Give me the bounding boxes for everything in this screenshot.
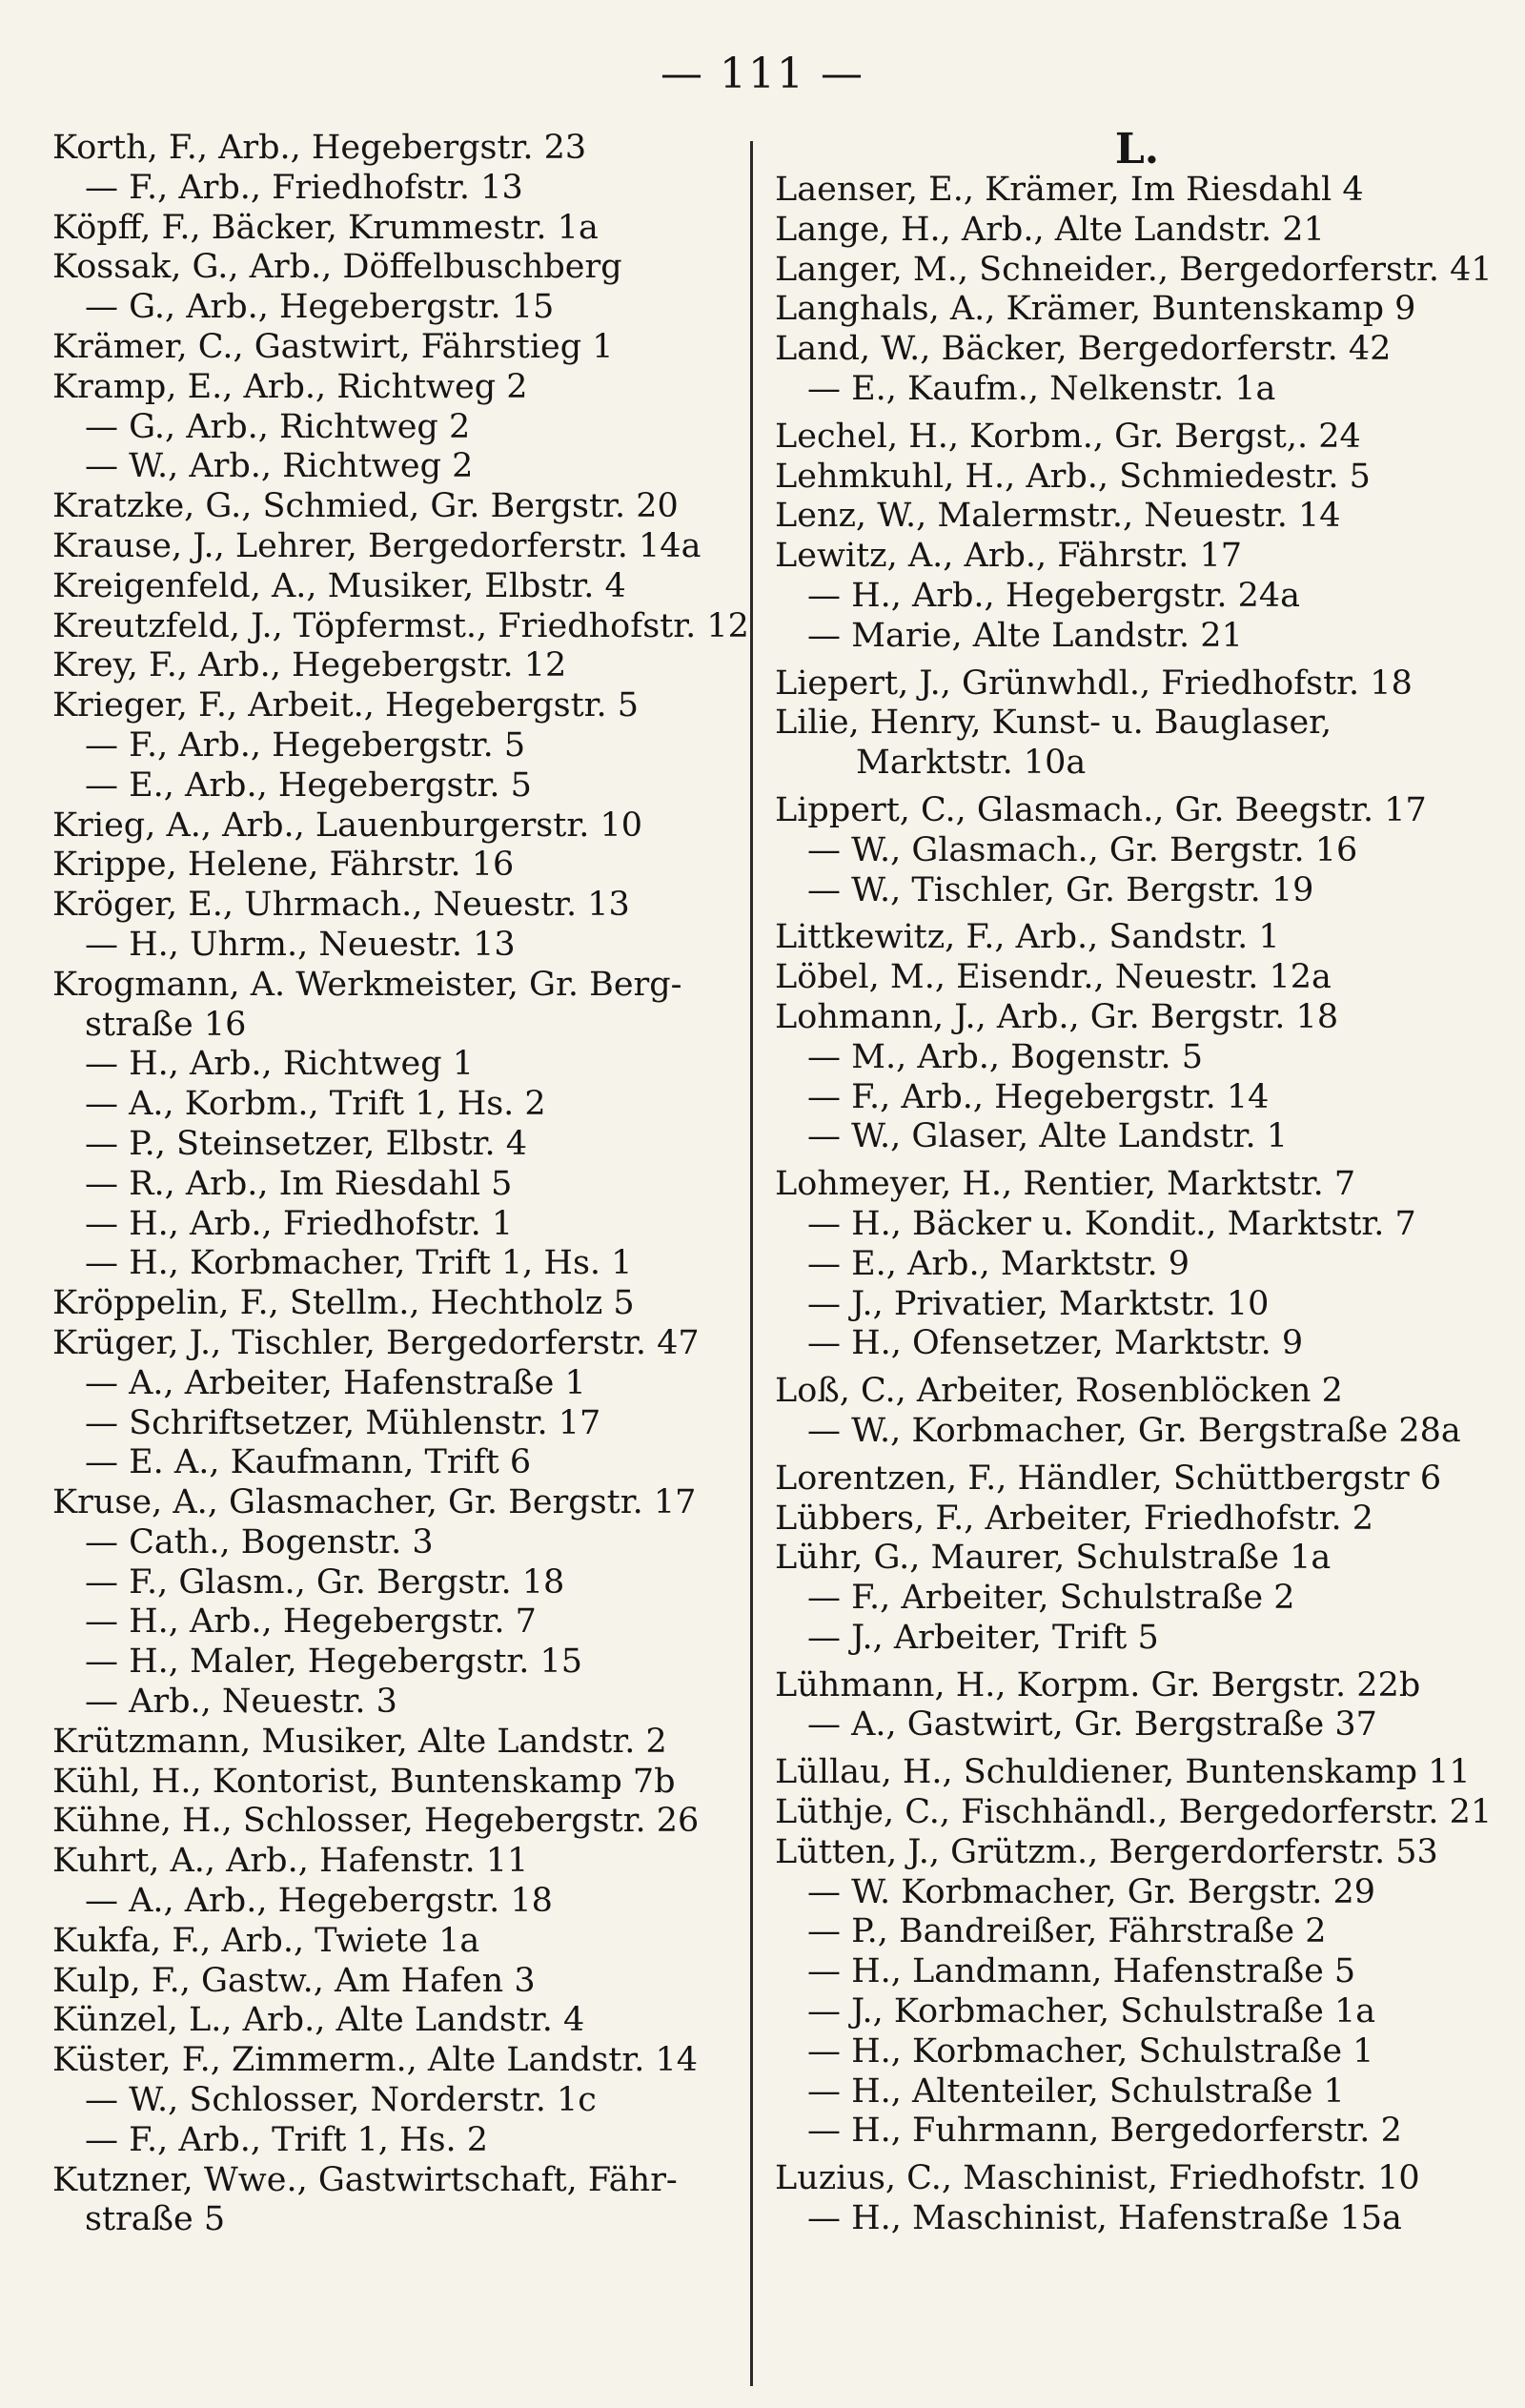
directory-entry: Luzius, C., Maschinist, Friedhofstr. 10: [775, 2159, 1420, 2198]
directory-entry: Krause, J., Lehrer, Bergedorferstr. 14a: [52, 526, 702, 565]
directory-entry: — A., Gastwirt, Gr. Bergstraße 37: [807, 1705, 1377, 1745]
directory-entry: — R., Arb., Im Riesdahl 5: [85, 1164, 513, 1203]
directory-entry: Krippe, Helene, Fährstr. 16: [52, 846, 515, 885]
directory-entry: — W., Tischler, Gr. Bergstr. 19: [807, 870, 1314, 909]
directory-entry: straße 16: [85, 1005, 247, 1044]
directory-entry: — P., Bandreißer, Fährstraße 2: [807, 1912, 1327, 1951]
directory-entry: — H., Altenteiler, Schulstraße 1: [807, 2071, 1345, 2111]
directory-entry: — Arb., Neuestr. 3: [85, 1683, 397, 1722]
directory-entry: Küster, F., Zimmerm., Alte Landstr. 14: [52, 2041, 699, 2080]
directory-entry: — F., Arb., Friedhofstr. 13: [85, 168, 523, 207]
directory-entry: Land, W., Bäcker, Bergedorferstr. 42: [775, 330, 1392, 369]
directory-entry: — E., Kaufm., Nelkenstr. 1a: [807, 369, 1276, 408]
directory-entry: Marktstr. 10a: [856, 744, 1087, 783]
directory-entry: — M., Arb., Bogenstr. 5: [807, 1037, 1204, 1076]
directory-entry: — W., Glaser, Alte Landstr. 1: [807, 1117, 1289, 1156]
directory-entry: Liepert, J., Grünwhdl., Friedhofstr. 18: [775, 663, 1413, 703]
directory-entry: — W., Korbmacher, Gr. Bergstraße 28a: [807, 1411, 1461, 1450]
directory-entry: Lewitz, A., Arb., Fährstr. 17: [775, 537, 1243, 576]
directory-entry: straße 5: [85, 2200, 226, 2239]
directory-entry: Kühne, H., Schlosser, Hegebergstr. 26: [52, 1802, 700, 1841]
directory-entry: Krämer, C., Gastwirt, Fährstieg 1: [52, 327, 614, 366]
directory-entry: Lohmann, J., Arb., Gr. Bergstr. 18: [775, 997, 1339, 1036]
directory-entry: Lühmann, H., Korpm. Gr. Bergstr. 22b: [775, 1665, 1421, 1704]
directory-entry: Kratzke, G., Schmied, Gr. Bergstr. 20: [52, 487, 679, 526]
directory-entry: Kramp, E., Arb., Richtweg 2: [52, 367, 528, 406]
directory-entry: — F., Arb., Hegebergstr. 14: [807, 1077, 1270, 1116]
directory-entry: Kuhrt, A., Arb., Hafenstr. 11: [52, 1842, 529, 1881]
directory-entry: — Marie, Alte Landstr. 21: [807, 616, 1243, 655]
directory-entry: — W., Arb., Richtweg 2: [85, 447, 474, 486]
directory-entry: Kröger, E., Uhrmach., Neuestr. 13: [52, 886, 630, 925]
directory-entry: — H., Arb., Hegebergstr. 24a: [807, 576, 1300, 615]
directory-entry: — H., Arb., Hegebergstr. 7: [85, 1602, 537, 1642]
directory-entry: Lorentzen, F., Händler, Schüttbergstr 6: [775, 1459, 1442, 1498]
directory-entry: Köpff, F., Bäcker, Krummestr. 1a: [52, 208, 599, 247]
directory-entry: — G., Arb., Richtweg 2: [85, 407, 471, 446]
directory-entry: — H., Arb., Friedhofstr. 1: [85, 1204, 514, 1243]
directory-entry: — H., Korbmacher, Trift 1, Hs. 1: [85, 1244, 633, 1283]
directory-entry: Littkewitz, F., Arb., Sandstr. 1: [775, 918, 1280, 957]
directory-entry: Kühl, H., Kontorist, Buntenskamp 7b: [52, 1762, 676, 1801]
directory-entry: — H., Landmann, Hafenstraße 5: [807, 1952, 1356, 1991]
right-column: [775, 125, 1499, 2239]
directory-entry: Kreigenfeld, A., Musiker, Elbstr. 4: [52, 566, 626, 605]
directory-entry: — Cath., Bogenstr. 3: [85, 1522, 434, 1561]
directory-entry: Lange, H., Arb., Alte Landstr. 21: [775, 210, 1325, 249]
directory-entry: Krieg, A., Arb., Lauenburgerstr. 10: [52, 806, 643, 845]
directory-entry: Lehmkuhl, H., Arb., Schmiedestr. 5: [775, 457, 1371, 496]
directory-entry: — H., Fuhrmann, Bergedorferstr. 2: [807, 2112, 1402, 2151]
directory-entry: Kukfa, F., Arb., Twiete 1a: [52, 1921, 480, 1960]
directory-entry: — G., Arb., Hegebergstr. 15: [85, 288, 555, 327]
directory-entry: — F., Arbeiter, Schulstraße 2: [807, 1579, 1295, 1618]
directory-entry: — H., Bäcker u. Kondit., Marktstr. 7: [807, 1204, 1416, 1243]
directory-entry: Lippert, C., Glasmach., Gr. Beegstr. 17: [775, 790, 1427, 829]
directory-entry: — H., Uhrm., Neuestr. 13: [85, 925, 516, 964]
directory-entry: — E., Arb., Marktstr. 9: [807, 1244, 1190, 1283]
page-number: — 111 —: [661, 50, 864, 98]
directory-entry: Langhals, A., Krämer, Buntenskamp 9: [775, 290, 1416, 329]
directory-entry: — H., Arb., Richtweg 1: [85, 1045, 475, 1084]
directory-entry: — A., Arbeiter, Hafenstraße 1: [85, 1363, 586, 1402]
directory-entry: Lühr, G., Maurer, Schulstraße 1a: [775, 1539, 1332, 1578]
directory-entry: — H., Ofensetzer, Marktstr. 9: [807, 1324, 1304, 1363]
directory-entry: Kruse, A., Glasmacher, Gr. Bergstr. 17: [52, 1483, 697, 1522]
directory-entry: — Schriftsetzer, Mühlenstr. 17: [85, 1403, 601, 1442]
directory-entry: — A., Korbm., Trift 1, Hs. 2: [85, 1085, 546, 1124]
directory-entry: Lüthje, C., Fischhändl., Bergedorferstr. 21: [775, 1793, 1493, 1832]
section-letter: L.: [1114, 125, 1160, 173]
directory-entry: Loß, C., Arbeiter, Rosenblöcken 2: [775, 1372, 1343, 1411]
directory-entry: Krieger, F., Arbeit., Hegebergstr. 5: [52, 686, 640, 725]
directory-entry: — P., Steinsetzer, Elbstr. 4: [85, 1124, 528, 1163]
directory-entry: Lechel, H., Korbm., Gr. Bergst,. 24: [775, 417, 1361, 456]
directory-entry: Krüger, J., Tischler, Bergedorferstr. 47: [52, 1323, 700, 1362]
directory-entry: Löbel, M., Eisendr., Neuestr. 12a: [775, 958, 1332, 997]
directory-entry: — J., Korbmacher, Schulstraße 1a: [807, 1992, 1376, 2031]
directory-entry: — H., Maschinist, Hafenstraße 15a: [807, 2199, 1402, 2238]
directory-entry: — A., Arb., Hegebergstr. 18: [85, 1882, 553, 1921]
directory-entry: — W. Korbmacher, Gr. Bergstr. 29: [807, 1872, 1376, 1911]
directory-entry: Kossak, G., Arb., Döffelbuschberg: [52, 248, 622, 287]
directory-entry: Kulp, F., Gastw., Am Hafen 3: [52, 1961, 536, 2000]
directory-entry: Lüllau, H., Schuldiener, Buntenskamp 11: [775, 1753, 1471, 1792]
directory-entry: Lübbers, F., Arbeiter, Friedhofstr. 2: [775, 1499, 1374, 1538]
directory-entry: Krützmann, Musiker, Alte Landstr. 2: [52, 1722, 667, 1761]
directory-entry: Kutzner, Wwe., Gastwirtschaft, Fähr-: [52, 2160, 678, 2199]
directory-entry: Kröppelin, F., Stellm., Hechtholz 5: [52, 1284, 635, 1323]
directory-entry: Korth, F., Arb., Hegebergstr. 23: [52, 129, 587, 167]
directory-entry: — F., Glasm., Gr. Bergstr. 18: [85, 1562, 565, 1602]
directory-entry: Kreutzfeld, J., Töpfermst., Friedhofstr. 12: [52, 606, 749, 645]
directory-entry: Krey, F., Arb., Hegebergstr. 12: [52, 646, 567, 685]
directory-entry: — E. A., Kaufmann, Trift 6: [85, 1443, 532, 1482]
directory-entry: Laenser, E., Krämer, Im Riesdahl 4: [775, 171, 1364, 209]
directory-entry: — J., Privatier, Marktstr. 10: [807, 1284, 1270, 1323]
directory-entry: — F., Arb., Hegebergstr. 5: [85, 725, 526, 765]
left-column: [52, 129, 753, 2240]
directory-entry: — E., Arb., Hegebergstr. 5: [85, 765, 532, 805]
directory-entry: — H., Maler, Hegebergstr. 15: [85, 1643, 583, 1682]
directory-entry: — J., Arbeiter, Trift 5: [807, 1618, 1159, 1657]
directory-entry: — F., Arb., Trift 1, Hs. 2: [85, 2120, 489, 2159]
directory-entry: — W., Schlosser, Norderstr. 1c: [85, 2081, 597, 2120]
directory-entry: Krogmann, A. Werkmeister, Gr. Berg-: [52, 965, 682, 1004]
directory-entry: Künzel, L., Arb., Alte Landstr. 4: [52, 2001, 585, 2040]
directory-entry: — H., Korbmacher, Schulstraße 1: [807, 2031, 1374, 2071]
directory-entry: Lohmeyer, H., Rentier, Marktstr. 7: [775, 1165, 1356, 1204]
directory-entry: Langer, M., Schneider., Bergedorferstr. 41: [775, 250, 1493, 289]
directory-entry: Lenz, W., Malermstr., Neuestr. 14: [775, 497, 1341, 536]
directory-entry: Lütten, J., Grützm., Bergerdorferstr. 53: [775, 1832, 1438, 1871]
directory-entry: Lilie, Henry, Kunst- u. Bauglaser,: [775, 704, 1332, 743]
directory-entry: — W., Glasmach., Gr. Bergstr. 16: [807, 830, 1358, 869]
